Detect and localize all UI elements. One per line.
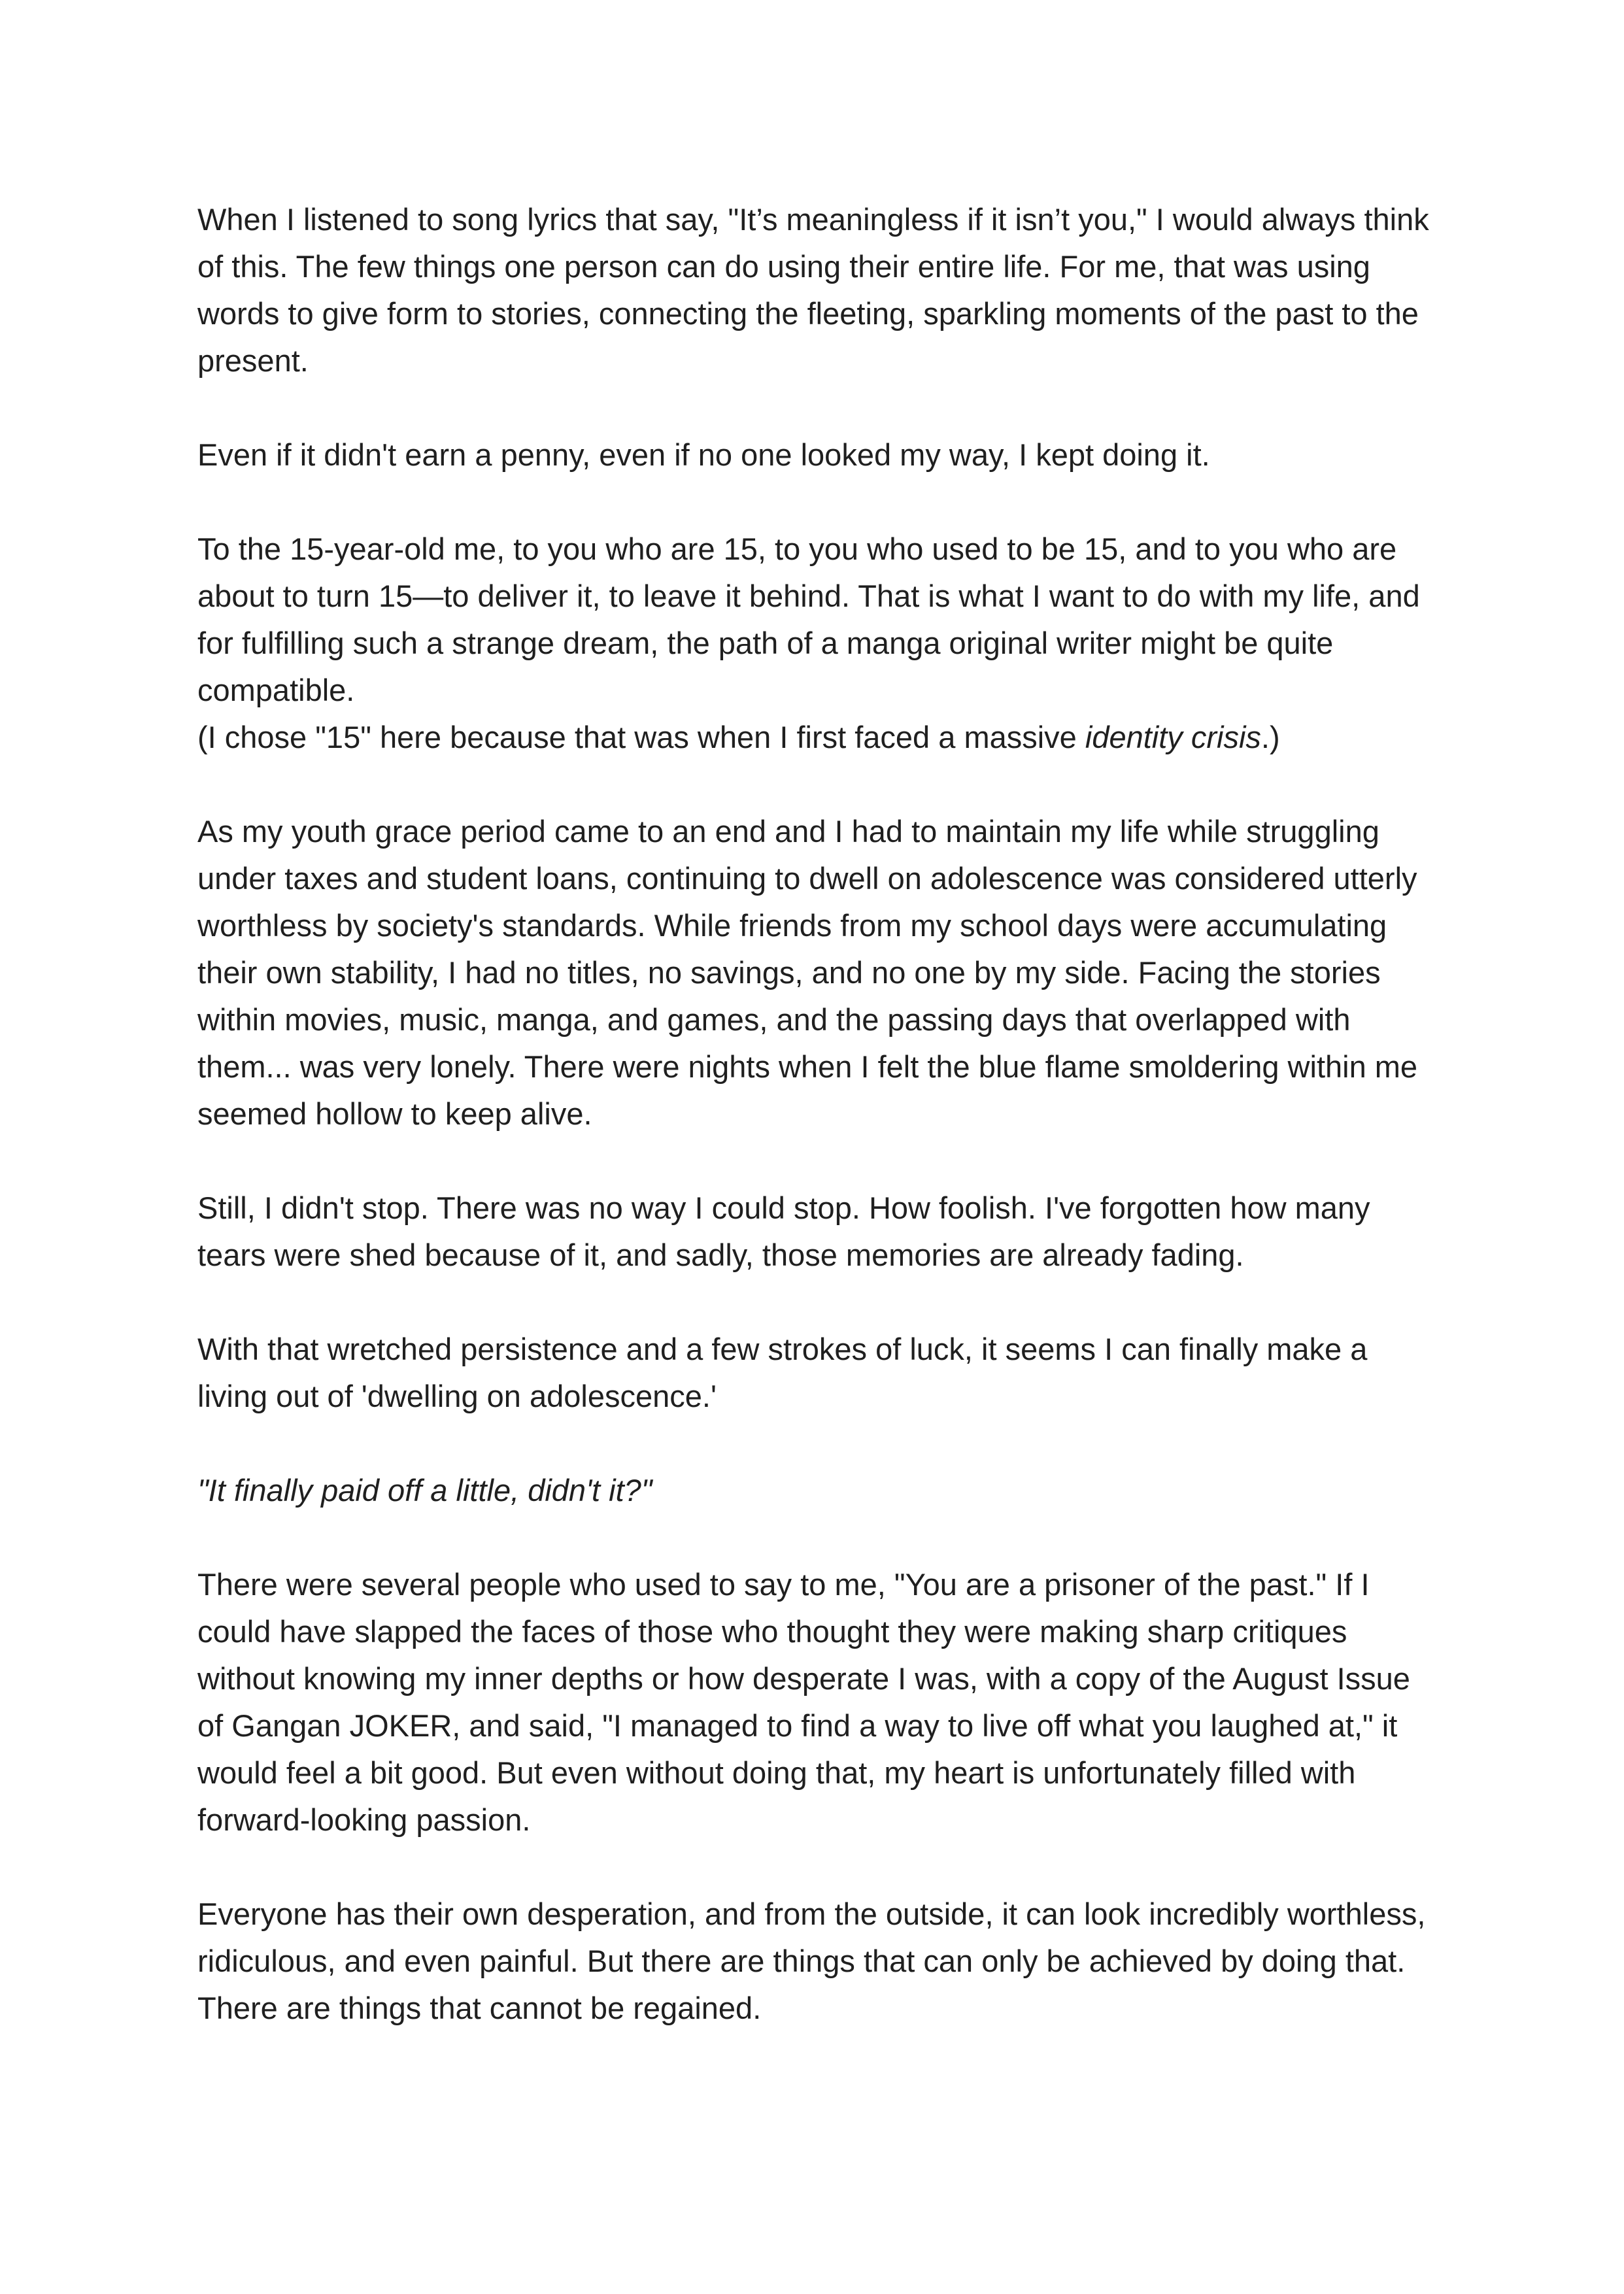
paragraph-own-desperation: Everyone has their own desperation, and from the outside, it can look incredibly worthless, ridiculous, and even painful. But there are things that can only be achieved by doing that. There are things that cannot be regained. (197, 1897, 1426, 2025)
paragraph-identity-crisis-note (197, 714, 1440, 761)
document-body (197, 196, 1440, 2079)
paragraph-song-lyrics: When I listened to song lyrics that say, "It’s meaningless if it isn’t you," I would always think of this. The few things one person can do using their entire life. For me, that was using words to give form to stories, connecting the fleeting, sparkling moments of the past to the present. (197, 202, 1429, 378)
paragraph-kept-doing-it: Even if it didn't earn a penny, even if no one looked my way, I kept doing it. (197, 437, 1210, 472)
paragraph-didnt-stop: Still, I didn't stop. There was no way I could stop. How foolish. I've forgotten how many tears were shed because of it, and sadly, those memories are already fading. (197, 1190, 1370, 1272)
paragraph-wretched-persistence: With that wretched persistence and a few strokes of luck, it seems I can finally make a living out of 'dwelling on adolescence.' (197, 1332, 1368, 1413)
paragraph-fifteen-year-old: To the 15-year-old me, to you who are 15, to you who used to be 15, and to you who are about to turn 15—to deliver it, to leave it behind. That is what I want to do with my life, and for fulfilling such a strange dream, the path of a manga original writer might be quite compatible. (197, 531, 1420, 707)
identity-crisis-emphasis: identity crisis (1085, 720, 1261, 754)
paragraph-paid-off-quote: "It finally paid off a little, didn't it?" (197, 1473, 652, 1508)
paragraph-prisoner-of-the-past: There were several people who used to say to me, "You are a prisoner of the past." If I could have slapped the faces of those who thought they were making sharp critiques without knowing my inner depths or how desperate I was, with a copy of the August Issue of Gangan JOKER, and said, "I managed to find a way to live off what you laughed at," it would feel a bit good. But even without doing that, my heart is unfortunately filled with forward-looking passion. (197, 1567, 1410, 1837)
identity-note-closing: .) (1260, 720, 1280, 754)
paragraph-youth-grace-period: As my youth grace period came to an end and I had to maintain my life while struggling under taxes and student loans, continuing to dwell on adolescence was considered utterly worthless by society's standards. While friends from my school days were accumulating their own stability, I had no titles, no savings, and no one by my side. Facing the stories within movies, music, manga, and games, and the passing days that overlapped with them... was very lonely. There were nights when I felt the blue flame smoldering within me seemed hollow to keep alive. (197, 814, 1418, 1131)
identity-note-text: (I chose "15" here because that was when I first faced a massive (197, 720, 1085, 754)
